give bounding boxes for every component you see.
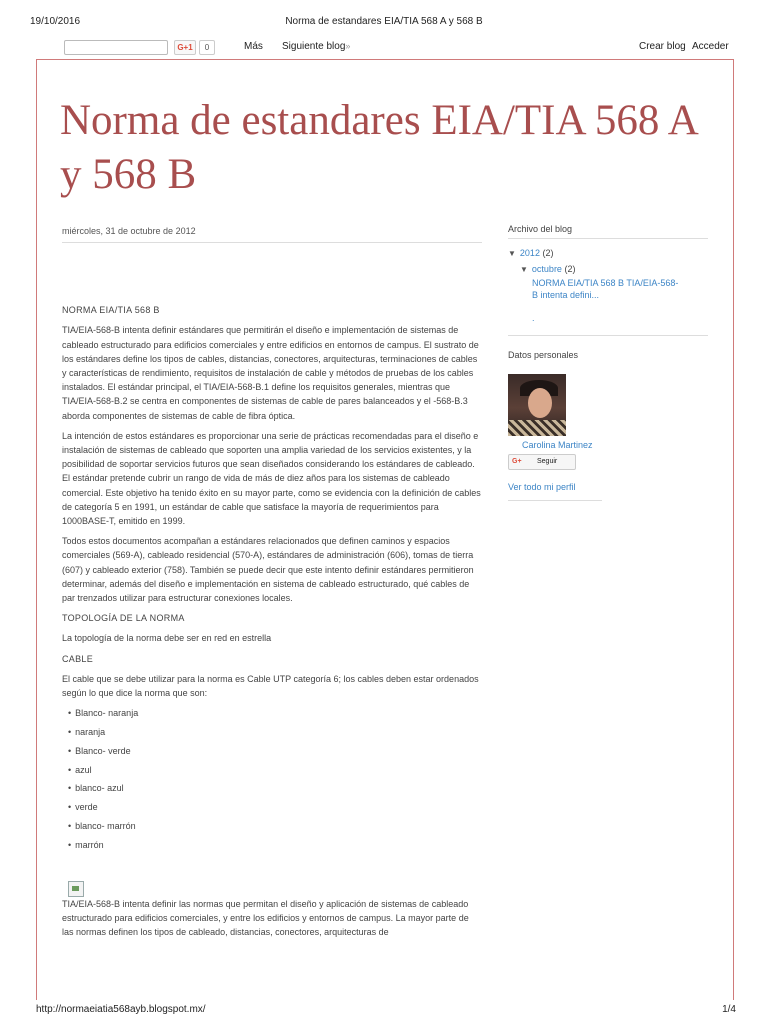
search-input[interactable] [64, 40, 168, 55]
blogger-navbar [36, 38, 732, 58]
follow-label: Seguir [537, 458, 558, 465]
more-link[interactable]: Más [244, 41, 263, 52]
gplus-one-button[interactable]: G+1 [174, 40, 196, 55]
cable-text: El cable que se debe utilizar para la norma es Cable UTP categoría 6; los cables deben estar ordenados según lo que dice la norma que son: [62, 673, 479, 699]
print-page-number: 1/4 [722, 1004, 736, 1015]
archive-year-count: (2) [542, 248, 554, 258]
topology-heading: TOPOLOGÍA DE LA NORMA [62, 613, 185, 624]
archive-month[interactable] [520, 261, 708, 277]
post-date: miércoles, 31 de octubre de 2012 [62, 224, 482, 243]
list-item: • blanco- marrón [68, 819, 482, 838]
list-item: • azul [68, 763, 482, 782]
list-item: • marrón [68, 838, 482, 857]
print-url: http://normaeiatia568ayb.blogspot.mx/ [36, 1004, 206, 1015]
gplus-count: 0 [199, 40, 215, 55]
archive-post-link[interactable]: . [532, 313, 535, 323]
next-blog-label: Siguiente blog [282, 41, 346, 52]
list-item: • blanco- azul [68, 781, 482, 800]
follow-button[interactable] [508, 454, 576, 470]
post-heading: NORMA EIA/TIA 568 B [62, 305, 160, 316]
next-arrow-icon: » [345, 41, 351, 51]
avatar[interactable] [508, 374, 566, 436]
archive-title: Archivo del blog [508, 224, 708, 239]
post-paragraph: La intención de estos estándares es proporcionar una serie de prácticas recomendadas para el diseño e instalación de sistemas de cableado que soporten una amplia variedad de los servicios existentes, y la posibilidad de soportar servicios futuros que sean diseñados considerando los estándares de cableado. El estándar pretende cubrir un rango de vida de más de diez años para los sistemas de cableado comercial. Este objetivo ha tenido éxito en su mayor parte, como se evidencia con la definición de cables de categoría 5 en 1991, un estándar de cable que satisface la mayoría de requerimientos para 1000BASE-T, emitido en 1999. [62, 430, 481, 527]
list-item: • naranja [68, 725, 482, 744]
triangle-down-icon[interactable]: ▼ [508, 249, 516, 258]
avatar-shirt [508, 420, 566, 436]
sidebar [508, 224, 708, 501]
broken-image-icon[interactable] [68, 881, 84, 897]
archive-month-link[interactable]: octubre [531, 264, 562, 274]
profile-title: Datos personales [508, 350, 579, 360]
archive-post-link[interactable]: NORMA EIA/TIA 568 B TIA/EIA-568-B intenta defini... [532, 278, 679, 300]
post-paragraph: TIA/EIA-568-B intenta definir estándares que permitirán el diseño e implementación de sistemas de cableado estructurado para edificios comerciales y entre edificios en entornos de campus. El sustrato de los estándares define los tipos de cables, distancias, conectores, arquitecturas, terminaciones de cables y características de rendimiento, requisitos de instalación de cable y métodos de pruebas de los cables instalados. El estándar principal, el TIA/EIA-568-B.1 define los requisitos generales, mientras que TIA/EIA-568-B.2 se centra en componentes de sistemas de cable de pares balanceados y el -568-B.3 aborda componentes de sistemas de cable de fibra óptica. [62, 325, 479, 421]
google-plus-icon: G+ [512, 458, 522, 465]
post-column [62, 224, 482, 945]
blog-title[interactable]: Norma de estandares EIA/TIA 568 A y 568 B [60, 97, 697, 198]
archive-month-count: (2) [564, 264, 576, 274]
topology-text: La topología de la norma debe ser en red en estrella [62, 633, 272, 644]
archive-year-link[interactable]: 2012 [519, 248, 540, 258]
full-profile-link[interactable]: Ver todo mi perfil [508, 482, 576, 492]
cable-heading: CABLE [62, 653, 94, 664]
post-paragraph: Todos estos documentos acompañan a estándares relacionados que definen caminos y espacios comerciales (569-A), cableado residencial (570-A), estándares de administración (606), tomas de tierra (607) y cableado exterior (758). También se puede decir que este intento definir estándares permitieron determinar, además del diseño e implementación en sistema de cableado estructurado, qué cables de par trenzados utilizar para estructurar conexiones locales. [62, 536, 474, 604]
print-date: 19/10/2016 [30, 16, 81, 27]
divider [508, 500, 602, 501]
profile-name-link[interactable]: Carolina Martinez [522, 440, 593, 450]
avatar-face [528, 388, 552, 418]
triangle-down-icon[interactable]: ▼ [520, 265, 528, 274]
create-blog-link[interactable]: Crear blog [639, 41, 686, 52]
divider [508, 335, 708, 336]
login-link[interactable]: Acceder [692, 41, 729, 52]
list-item: • verde [68, 800, 482, 819]
archive-year[interactable] [508, 245, 708, 261]
list-item: • Blanco- verde [68, 744, 482, 763]
post-paragraph: TIA/EIA-568-B intenta definir las normas que permitan el diseño y aplicación de sistemas de cableado estructurado para edificios comerciales, y entre los edificios y entornos de campus. La mayor parte de las normas definen los tipos de cableado, distancias, conectores, arquitecturas de [62, 898, 469, 938]
next-blog-link[interactable] [282, 41, 350, 52]
list-item: • Blanco- naranja [68, 706, 482, 725]
cable-color-list [62, 706, 482, 856]
print-title: Norma de estandares EIA/TIA 568 A y 568 B [285, 16, 483, 27]
